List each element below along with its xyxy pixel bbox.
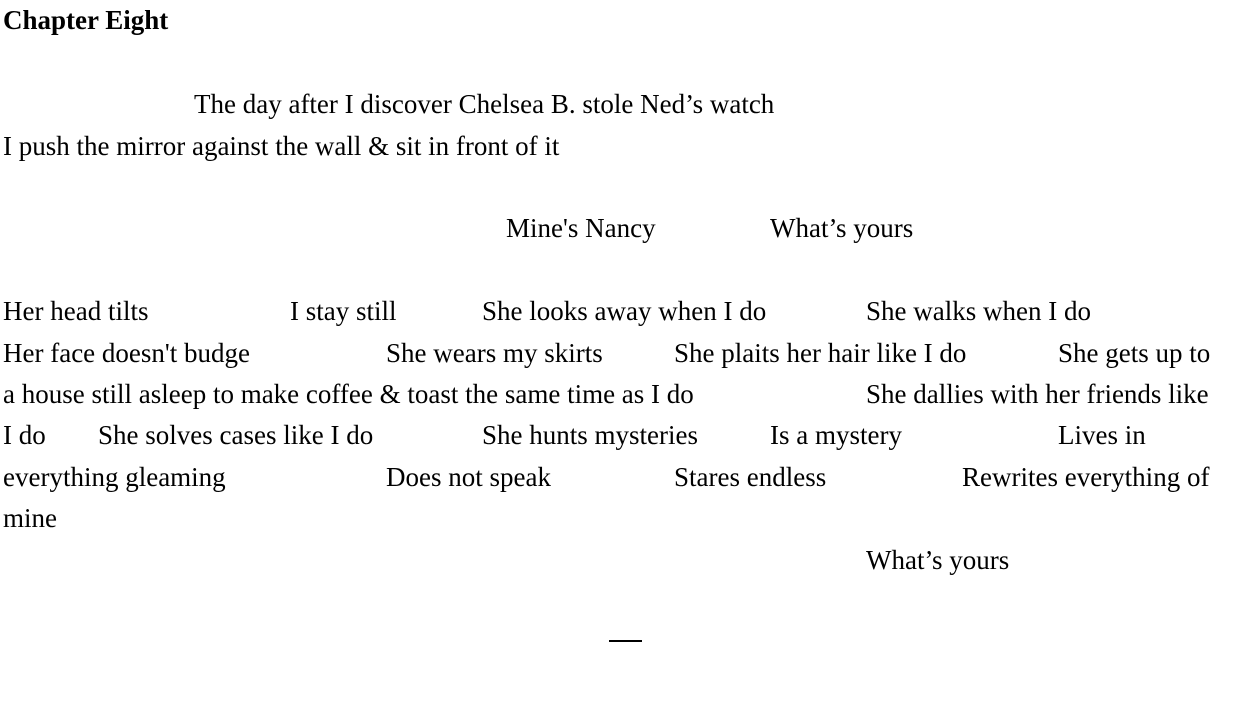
poem-phrase: She looks away when I do bbox=[482, 296, 767, 326]
poem-phrase: I do bbox=[3, 420, 46, 450]
poem-phrase: Her face doesn't budge bbox=[3, 338, 251, 368]
poem-phrase: mine bbox=[3, 503, 57, 533]
poem-phrase: Rewrites everything of bbox=[962, 462, 1210, 492]
poem-phrase: a house still asleep to make coffee & toast the same time as I do bbox=[3, 379, 694, 409]
poem-phrase: She walks when I do bbox=[866, 296, 1091, 326]
poem-phrase: Her head tilts bbox=[3, 296, 149, 326]
poem-phrase: Does not speak bbox=[386, 462, 551, 492]
chapter-title: Chapter Eight bbox=[3, 5, 169, 35]
mine-phrase: Mine's Nancy bbox=[506, 213, 656, 243]
poem-phrase: She wears my skirts bbox=[386, 338, 603, 368]
poem-phrase: Lives in bbox=[1058, 420, 1146, 450]
poem-phrase: Stares endless bbox=[674, 462, 827, 492]
poem-phrase: Is a mystery bbox=[770, 420, 902, 450]
intro-line-1: The day after I discover Chelsea B. stole Ned’s watch bbox=[194, 89, 775, 119]
poem-phrase: I stay still bbox=[290, 296, 397, 326]
closing-question: What’s yours bbox=[866, 545, 1010, 575]
poem-phrase: She plaits her hair like I do bbox=[674, 338, 967, 368]
question-phrase: What’s yours bbox=[770, 213, 914, 243]
poem-phrase: She hunts mysteries bbox=[482, 420, 698, 450]
poem-phrase: She dallies with her friends like bbox=[866, 379, 1209, 409]
intro-line-2: I push the mirror against the wall & sit in front of it bbox=[3, 131, 560, 161]
poem-phrase: She gets up to bbox=[1058, 338, 1211, 368]
section-separator bbox=[609, 640, 642, 642]
poem-phrase: She solves cases like I do bbox=[98, 420, 374, 450]
poem-phrase: everything gleaming bbox=[3, 462, 226, 492]
